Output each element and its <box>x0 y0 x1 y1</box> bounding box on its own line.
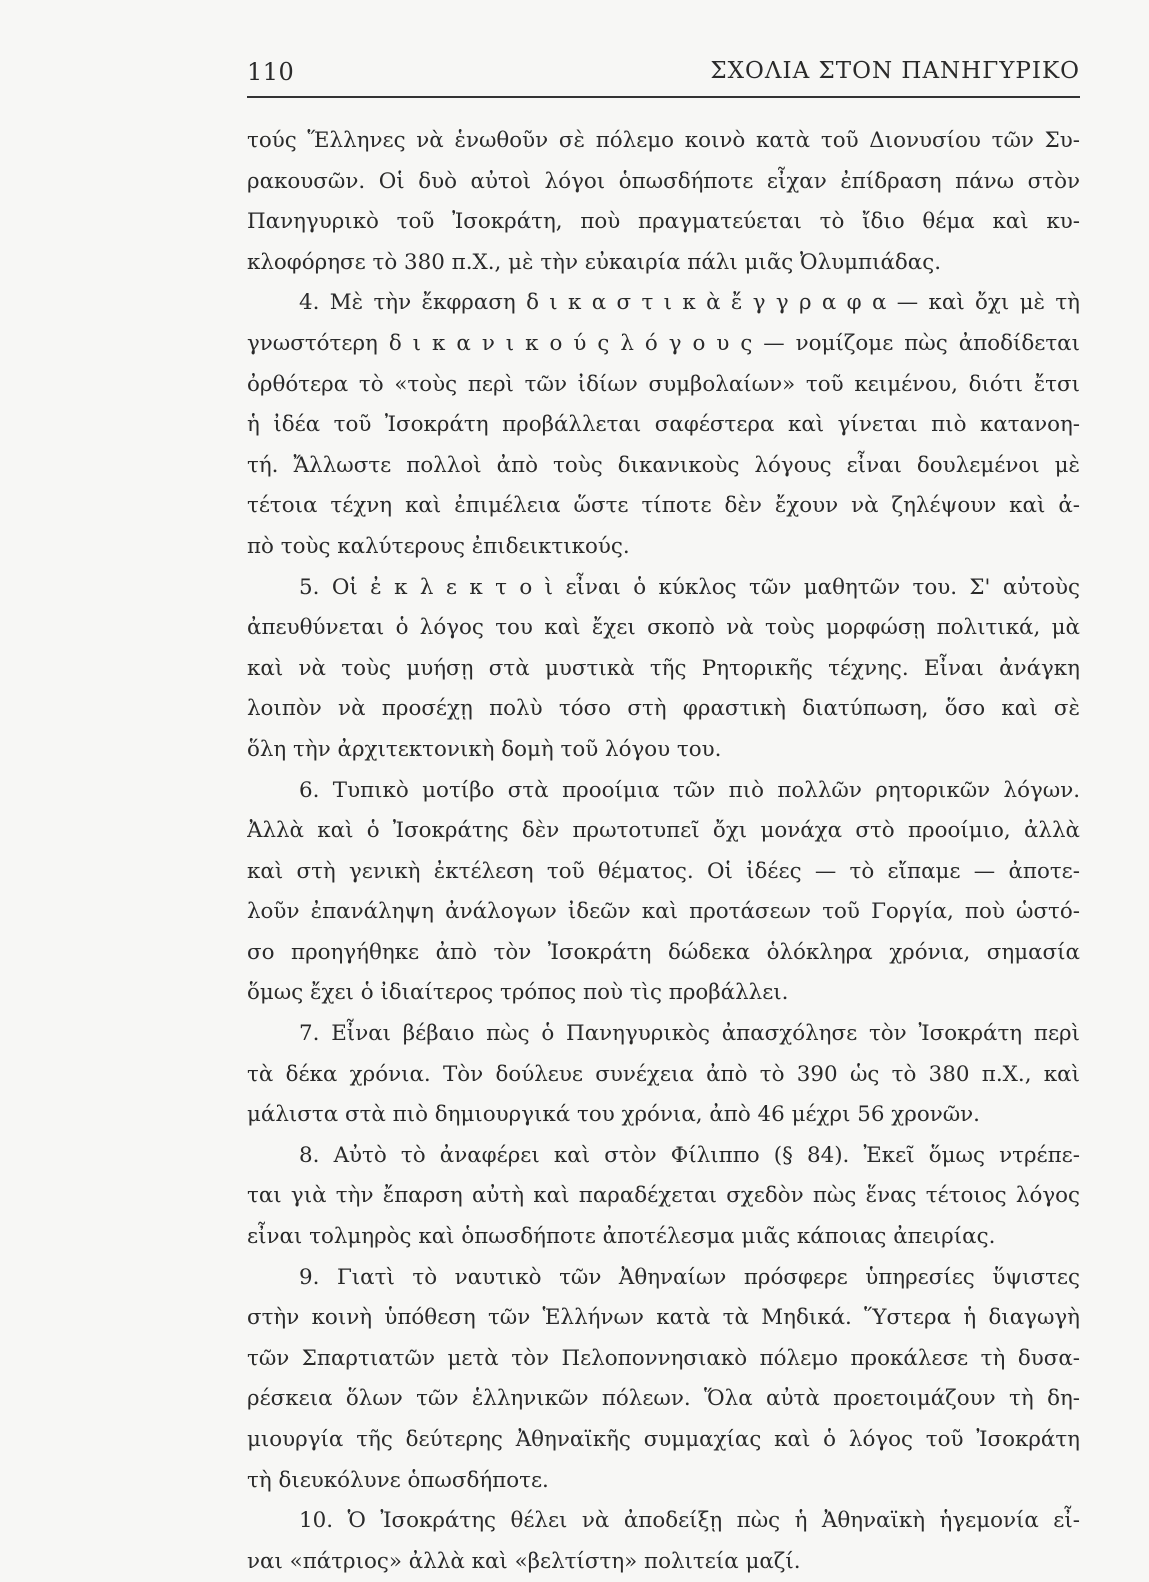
text-line: ὅλη τὴν ἀρχιτεκτονικὴ δομὴ τοῦ λόγου του. <box>247 736 722 762</box>
text-line: ὀρθότερα τὸ «τοὺς περὶ τῶν ἰδίων συμβολαίων» τοῦ κειμένου, διότι ἔτσι <box>247 371 1080 397</box>
running-title: ΣΧΟΛΙΑ ΣΤΟΝ ΠΑΝΗΓΥΡΙΚΟ <box>710 58 1080 84</box>
note-7-start: 7. Εἶναι βέβαιο πὼς ὁ Πανηγυρικὸς ἀπασχόλησε τὸν Ἰσοκράτη περὶ <box>299 1021 1080 1047</box>
text-line: καὶ στὴ γενικὴ ἐκτέλεση τοῦ θέματος. Οἱ ἰδέες — τὸ εἴπαμε — ἀποτε- <box>247 858 1080 884</box>
text-line: λοιπὸν νὰ προσέχῃ πολὺ τόσο στὴ φραστικὴ διατύπωση, ὅσο καὶ σὲ <box>247 696 1080 722</box>
text-line: ἡ ἰδέα τοῦ Ἰσοκράτη προβάλλεται σαφέστερα καὶ γίνεται πιὸ κατανοη- <box>247 412 1080 438</box>
text-line: ρέσκεια ὅλων τῶν ἑλληνικῶν πόλεων. Ὅλα αὐτὰ προετοιμάζουν τὴ δη- <box>247 1386 1080 1412</box>
header-rule <box>247 96 1080 98</box>
text-line: στὴν κοινὴ ὑπόθεση τῶν Ἑλλήνων κατὰ τὰ Μηδικά. Ὕστερα ἡ διαγωγὴ <box>247 1305 1080 1331</box>
note-5-start: 5. Οἱ ἐ κ λ ε κ τ ο ὶ εἶναι ὁ κύκλος τῶν μαθητῶν του. Σ' αὐτοὺς <box>299 574 1080 600</box>
note-10-start: 10. Ὁ Ἰσοκράτης θέλει νὰ ἀποδείξῃ πὼς ἡ Ἀθηναϊκὴ ἡγεμονία εἶ- <box>299 1508 1080 1534</box>
page-number: 110 <box>247 58 295 86</box>
text-line: τέτοια τέχνη καὶ ἐπιμέλεια ὥστε τίποτε δὲν ἔχουν νὰ ζηλέψουν καὶ ἀ- <box>247 493 1080 519</box>
text-line: πὸ τοὺς καλύτερους ἐπιδεικτικούς. <box>247 533 630 559</box>
page-header <box>247 58 1080 92</box>
note-6-start: 6. Τυπικὸ μοτίβο στὰ προοίμια τῶν πιὸ πολλῶν ρητορικῶν λόγων. <box>299 777 1080 803</box>
text-line: ναι «πάτριος» ἀλλὰ καὶ «βελτίστη» πολιτεία μαζί. <box>247 1548 801 1574</box>
text-line: τὰ δέκα χρόνια. Τὸν δούλευε συνέχεια ἀπὸ τὸ 390 ὡς τὸ 380 π.Χ., καὶ <box>247 1061 1080 1087</box>
text-line: κλοφόρησε τὸ 380 π.Χ., μὲ τὴν εὐκαιρία πάλι μιᾶς Ὀλυμπιάδας. <box>247 249 942 275</box>
text-line: εἶναι τολμηρὸς καὶ ὁπωσδήποτε ἀποτέλεσμα μιᾶς κάποιας ἀπειρίας. <box>247 1224 996 1250</box>
text-line: καὶ νὰ τοὺς μυήσῃ στὰ μυστικὰ τῆς Ρητορικῆς τέχνης. Εἶναι ἀνάγκη <box>247 655 1080 681</box>
text-line: τῶν Σπαρτιατῶν μετὰ τὸν Πελοποννησιακὸ πόλεμο προκάλεσε τὴ δυσα- <box>247 1345 1080 1371</box>
text-line: ται γιὰ τὴν ἔπαρση αὐτὴ καὶ παραδέχεται σχεδὸν πὼς ἕνας τέτοιος λόγος <box>247 1183 1080 1209</box>
text-line: μάλιστα στὰ πιὸ δημιουργικά του χρόνια, ἀπὸ 46 μέχρι 56 χρονῶν. <box>247 1102 980 1128</box>
text-line: τή. Ἄλλωστε πολλοὶ ἀπὸ τοὺς δικανικοὺς λόγους εἶναι δουλεμένοι μὲ <box>247 452 1080 478</box>
note-9-start: 9. Γιατὶ τὸ ναυτικὸ τῶν Ἀθηναίων πρόσφερε ὑπηρεσίες ὕψιστες <box>299 1264 1080 1290</box>
text-line: Ἀλλὰ καὶ ὁ Ἰσοκράτης δὲν πρωτοτυπεῖ ὄχι μονάχα στὸ προοίμιο, ἀλλὰ <box>247 818 1080 844</box>
text-line: ρακουσῶν. Οἱ δυὸ αὐτοὶ λόγοι ὁπωσδήποτε εἶχαν ἐπίδραση πάνω στὸν <box>247 168 1080 194</box>
text-line: μιουργία τῆς δεύτερης Ἀθηναϊκῆς συμμαχίας καὶ ὁ λόγος τοῦ Ἰσοκράτη <box>247 1427 1080 1452</box>
text-line: ὅμως ἔχει ὁ ἰδιαίτερος τρόπος ποὺ τὶς προβάλλει. <box>247 980 789 1006</box>
text-line: Πανηγυρικὸ τοῦ Ἰσοκράτη, ποὺ πραγματεύεται τὸ ἴδιο θέμα καὶ κυ- <box>247 209 1080 235</box>
note-4-start: 4. Μὲ τὴν ἔκφραση δ ι κ α σ τ ι κ ὰ ἔ γ γ ρ α φ α — καὶ ὄχι μὲ τὴ <box>299 290 1080 316</box>
text-line: ἀπευθύνεται ὁ λόγος του καὶ ἔχει σκοπὸ νὰ τοὺς μορφώσῃ πολιτικά, μὰ <box>247 615 1080 641</box>
text-line: γνωστότερη δ ι κ α ν ι κ ο ύ ς λ ό γ ο υ ς — νομίζομε πὼς ἀποδίδεται <box>247 330 1080 356</box>
commentary-text <box>247 121 1080 1582</box>
text-line: σο προηγήθηκε ἀπὸ τὸν Ἰσοκράτη δώδεκα ὁλόκληρα χρόνια, σημασία <box>247 939 1080 965</box>
text-line: τὴ διευκόλυνε ὁπωσδήποτε. <box>247 1467 549 1493</box>
text-line: τούς Ἕλληνες νὰ ἑνωθοῦν σὲ πόλεμο κοινὸ κατὰ τοῦ Διονυσίου τῶν Συ- <box>247 128 1080 153</box>
text-line: λοῦν ἐπανάληψη ἀνάλογων ἰδεῶν καὶ προτάσεων τοῦ Γοργία, ποὺ ὡστό- <box>247 899 1080 925</box>
note-8-start: 8. Αὐτὸ τὸ ἀναφέρει καὶ στὸν Φίλιππο (§ 84). Ἐκεῖ ὅμως ντρέπε- <box>299 1142 1080 1168</box>
